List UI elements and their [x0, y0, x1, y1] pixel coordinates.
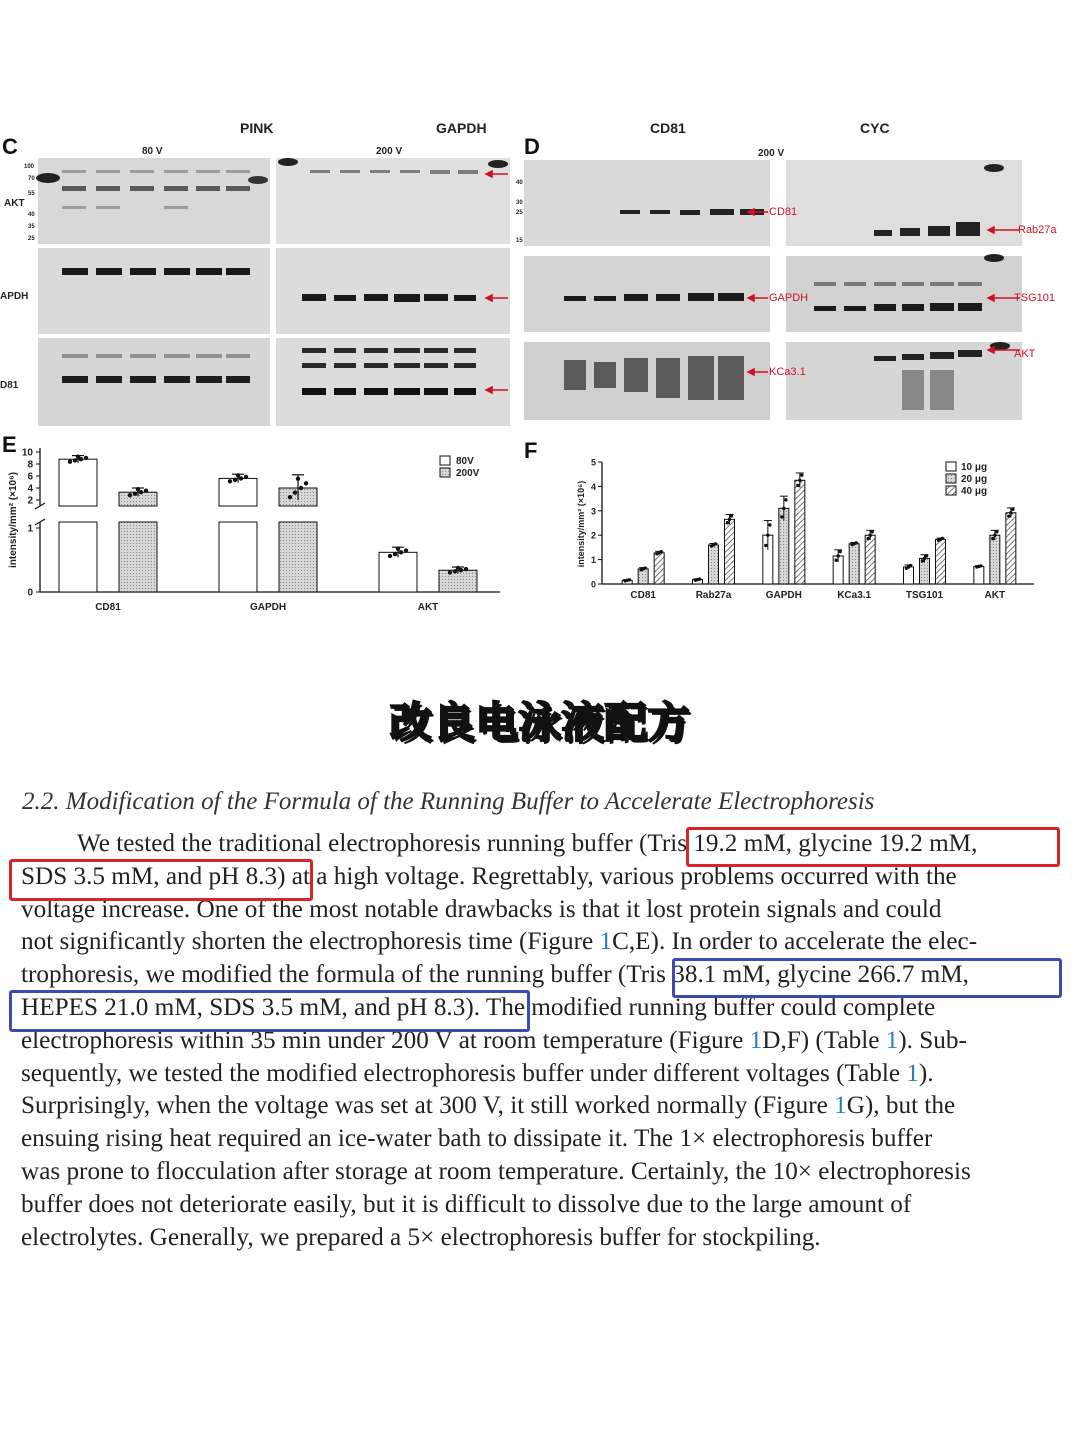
panel-c-top-label-2: GAPDH — [436, 120, 487, 136]
section-heading: 2.2. Modification of the Formula of the Running Buffer to Accelerate Electrophoresis — [22, 788, 875, 815]
chart-e-point — [68, 460, 72, 464]
chart-f-point — [836, 554, 839, 557]
chart-e-point — [448, 570, 452, 574]
chart-e-point — [299, 486, 303, 490]
chart-e-point — [304, 481, 308, 485]
chart-e-bar — [119, 522, 157, 592]
chart-f-point — [909, 564, 912, 567]
paragraph-line-4 — [21, 926, 1055, 959]
chart-e-point — [293, 490, 297, 494]
chart-f-point — [979, 564, 982, 567]
chart-e-y-tick-label: 10 — [21, 447, 33, 459]
panel-f-label: F — [524, 438, 538, 463]
chart-e-point — [244, 475, 248, 479]
chart-f-point — [659, 550, 662, 553]
chart-e-bar — [279, 522, 317, 592]
chart-f-point — [796, 484, 799, 487]
chart-e-point — [144, 489, 148, 493]
panel-d-marker-15: 15 — [516, 238, 523, 244]
overlay-title: 改良电泳液配方 — [389, 698, 691, 747]
chart-f-point — [1009, 511, 1012, 514]
chart-f-legend-swatch — [946, 474, 956, 483]
chart-f-bar — [849, 544, 859, 584]
chart-e-point — [136, 487, 140, 491]
chart-f-point — [1011, 508, 1014, 511]
paragraph-line-7-c: ). Sub- — [898, 1026, 967, 1054]
paragraph-line-9-a: Surprisingly, when the voltage was set at 300 V, it still worked normally (Figure — [21, 1092, 835, 1120]
chart-f-point — [800, 473, 803, 476]
paragraph-line-8-a: sequently, we tested the modified electrophoresis buffer under different voltages (Table — [21, 1059, 907, 1087]
chart-f-y-tick-label: 4 — [590, 481, 596, 492]
chart-e — [0, 440, 520, 620]
chart-e-legend-label: 200V — [456, 468, 480, 479]
chart-f-bar — [904, 567, 914, 584]
chart-e-legend-swatch — [440, 456, 450, 465]
chart-f-point — [834, 559, 837, 562]
chart-f-point — [798, 479, 801, 482]
panel-d-voltage: 200 V — [758, 148, 785, 159]
chart-e-point — [128, 493, 132, 497]
panel-c-marker-35: 35 — [28, 224, 35, 230]
paragraph-line-4-b: C,E). In order to accelerate the elec- — [612, 928, 978, 956]
chart-f — [572, 456, 1042, 606]
paragraph-line-7-a: electrophoresis within 35 min under 200 V at room temperature (Figure — [21, 1026, 750, 1054]
paragraph-line-11: was prone to flocculation after storage at room temperature. Certainly, the 10× electrophoresis — [21, 1157, 971, 1185]
red-highlight-box-1 — [686, 827, 1060, 867]
panel-c-row-label-gapdh: APDH — [0, 291, 29, 302]
chart-e-point — [396, 547, 400, 551]
chart-f-point — [838, 550, 841, 553]
chart-f-y-tick-label: 1 — [590, 555, 596, 566]
paragraph-line-6: HEPES 21.0 mM, SDS 3.5 mM, and pH 8.3). The modified running buffer could complete — [21, 993, 936, 1021]
chart-f-legend-swatch — [946, 462, 956, 471]
chart-e-point — [236, 473, 240, 477]
panel-c-voltage-200: 200 V — [376, 146, 403, 157]
chart-f-legend-label: 10 μg — [961, 462, 988, 473]
figure-ref-link[interactable]: 1 — [749, 1026, 763, 1054]
chart-e-bar — [59, 459, 97, 506]
panel-d-blots — [524, 160, 1024, 420]
chart-f-bar — [920, 558, 930, 584]
chart-f-bar — [638, 569, 648, 584]
panel-d-marker-30: 30 — [516, 200, 523, 206]
chart-f-y-tick-label: 2 — [590, 530, 596, 541]
chart-e-point — [133, 491, 137, 495]
chart-e-x-tick-label: AKT — [417, 602, 439, 613]
chart-e-legend-label: 80V — [456, 456, 474, 467]
panel-d-target-tsg101: TSG101 — [1014, 292, 1055, 304]
chart-e-point — [456, 566, 460, 570]
panel-d-marker-40: 40 — [516, 180, 523, 186]
blue-highlight-box-1 — [672, 958, 1062, 998]
panel-e-label: E — [2, 432, 17, 457]
chart-f-point — [784, 498, 787, 501]
chart-e-bar — [59, 522, 97, 592]
chart-f-point — [993, 534, 996, 537]
chart-f-x-tick-label: Rab27a — [695, 590, 732, 601]
chart-e-point — [288, 495, 292, 499]
chart-e-y-tick-label: 0 — [27, 587, 33, 599]
table-ref-link[interactable]: 1 — [885, 1026, 899, 1054]
panel-c-row-label-cd81: D81 — [0, 380, 19, 391]
chart-f-point — [866, 537, 869, 540]
panel-d-label: D — [524, 134, 540, 159]
chart-f-x-tick-label: AKT — [984, 590, 1006, 601]
chart-f-bar — [936, 539, 946, 584]
chart-e-point — [84, 456, 88, 460]
paragraph-line-8-b: ). — [918, 1059, 934, 1087]
chart-f-point — [643, 566, 646, 569]
chart-f-point — [780, 515, 783, 518]
paragraph-line-4-a: not significantly shorten the electrophoresis time (Figure — [21, 928, 600, 956]
chart-e-bar — [219, 522, 257, 592]
panel-d-target-rab27a: Rab27a — [1018, 224, 1057, 236]
panel-d-target-cd81: CD81 — [769, 206, 798, 218]
chart-f-x-tick-label: TSG101 — [905, 590, 944, 601]
chart-f-legend-label: 20 μg — [961, 474, 988, 485]
chart-e-legend-swatch — [440, 468, 450, 477]
chart-e-point — [233, 478, 237, 482]
chart-f-point — [868, 534, 871, 537]
chart-e-point — [404, 548, 408, 552]
chart-e-y-tick-label: 2 — [27, 495, 33, 507]
paragraph-line-13: electrolytes. Generally, we prepared a 5× electrophoresis buffer for stockpiling. — [21, 1223, 821, 1251]
chart-e-point — [464, 567, 468, 571]
panel-c-marker-25: 25 — [28, 236, 35, 242]
chart-f-y-label: intensity/mm² (×10⁶) — [576, 480, 586, 568]
chart-e-x-tick-label: CD81 — [95, 602, 121, 613]
chart-e-y-label: intensity/mm² (×10⁶) — [8, 471, 19, 569]
chart-f-point — [925, 554, 928, 557]
figure-ref-link[interactable]: 1 — [599, 928, 613, 956]
chart-e-bar — [439, 570, 477, 592]
paragraph-line-1: We tested the traditional electrophoresis running buffer (Tris 19.2 mM, glycine 19.2 mM, — [77, 830, 978, 857]
chart-e-point — [388, 554, 392, 558]
chart-f-bar — [1006, 513, 1016, 584]
chart-f-point — [730, 514, 733, 517]
chart-f-y-tick-label: 0 — [590, 579, 596, 590]
chart-f-point — [870, 530, 873, 533]
paragraph-line-5: trophoresis, we modified the formula of the running buffer (Tris 38.1 mM, glycine 266.7 mM, — [21, 961, 969, 989]
chart-f-bar — [974, 566, 984, 584]
panel-d-target-akt: AKT — [1014, 348, 1036, 360]
chart-f-point — [698, 577, 701, 580]
panel-c-blots — [0, 158, 512, 428]
chart-f-bar — [865, 535, 875, 584]
panel-c-top-label-1: PINK — [240, 120, 274, 136]
chart-e-point — [228, 479, 232, 483]
paragraph-line-9 — [21, 1090, 1055, 1123]
panel-c-marker-40: 40 — [28, 212, 35, 218]
paragraph-line-9-b: G), but the — [846, 1092, 956, 1120]
chart-f-point — [768, 523, 771, 526]
chart-f-point — [726, 521, 729, 524]
chart-f-point — [728, 518, 731, 521]
chart-f-x-tick-label: KCa3.1 — [837, 590, 872, 601]
panel-d-marker-25: 25 — [516, 210, 523, 216]
chart-e-point — [296, 477, 300, 481]
chart-f-y-tick-label: 3 — [590, 506, 596, 517]
table-ref-link[interactable]: 1 — [906, 1059, 919, 1087]
chart-e-x-tick-label: GAPDH — [249, 602, 287, 613]
chart-f-bar — [725, 519, 735, 584]
chart-f-point — [941, 537, 944, 540]
chart-e-bar — [379, 552, 417, 592]
panel-d-target-kca31: KCa3.1 — [769, 366, 806, 378]
chart-f-y-tick-label: 5 — [590, 457, 596, 468]
chart-e-y-tick-label: 4 — [27, 483, 33, 495]
chart-f-bar — [990, 535, 1000, 584]
chart-f-bar — [654, 553, 664, 584]
chart-f-x-tick-label: GAPDH — [765, 590, 802, 601]
chart-f-bar — [795, 480, 805, 584]
chart-e-y-tick-label: 6 — [27, 471, 33, 483]
chart-f-point — [764, 544, 767, 547]
chart-f-point — [782, 507, 785, 510]
panel-c-voltage-80: 80 V — [142, 146, 163, 157]
chart-f-point — [766, 534, 769, 537]
chart-e-y-tick-label: 1 — [27, 523, 33, 535]
panel-d-target-gapdh: GAPDH — [769, 292, 809, 304]
chart-f-point — [714, 542, 717, 545]
chart-f-legend-swatch — [946, 486, 956, 495]
chart-e-point — [76, 454, 80, 458]
panel-c-marker-100: 100 — [24, 164, 35, 170]
chart-f-point — [995, 530, 998, 533]
chart-f-point — [1007, 514, 1010, 517]
chart-f-bar — [709, 545, 719, 584]
red-highlight-box-2 — [9, 859, 313, 901]
chart-e-point — [399, 550, 403, 554]
blue-highlight-box-2 — [9, 990, 530, 1032]
chart-e-y-tick-label: 8 — [27, 459, 33, 471]
chart-f-legend-label: 40 μg — [961, 486, 988, 497]
chart-f-point — [854, 541, 857, 544]
chart-f-point — [991, 537, 994, 540]
chart-e-point — [393, 552, 397, 556]
panel-c-label: C — [2, 134, 18, 159]
panel-c-marker-70: 70 — [28, 176, 35, 182]
paragraph-line-7-b: D,F) (Table — [762, 1026, 886, 1054]
panel-d-top-label-1: CD81 — [650, 120, 686, 136]
panel-c-marker-55: 55 — [28, 191, 35, 197]
chart-f-x-tick-label: CD81 — [630, 590, 656, 601]
paragraph-line-10: ensuing rising heat required an ice-water bath to dissipate it. The 1× electrophoresis buffer — [21, 1125, 933, 1153]
chart-f-point — [627, 578, 630, 581]
paragraph-line-8 — [21, 1058, 1055, 1091]
paragraph-line-2: SDS 3.5 mM, and pH 8.3) at a high voltage. Regrettably, various problems occurred with the — [21, 862, 957, 890]
chart-e-point — [453, 569, 457, 573]
figure-ref-link[interactable]: 1 — [834, 1092, 847, 1120]
panel-d-top-label-2: CYC — [860, 120, 890, 136]
panel-c-row-label-akt: AKT — [4, 198, 25, 209]
chart-e-point — [73, 458, 77, 462]
paragraph-line-3: voltage increase. One of the most notable drawbacks is that it lost protein signals and could — [21, 895, 942, 923]
paragraph-line-12: buffer does not deteriorate easily, but it is difficult to dissolve due to the large amount of — [21, 1190, 912, 1218]
